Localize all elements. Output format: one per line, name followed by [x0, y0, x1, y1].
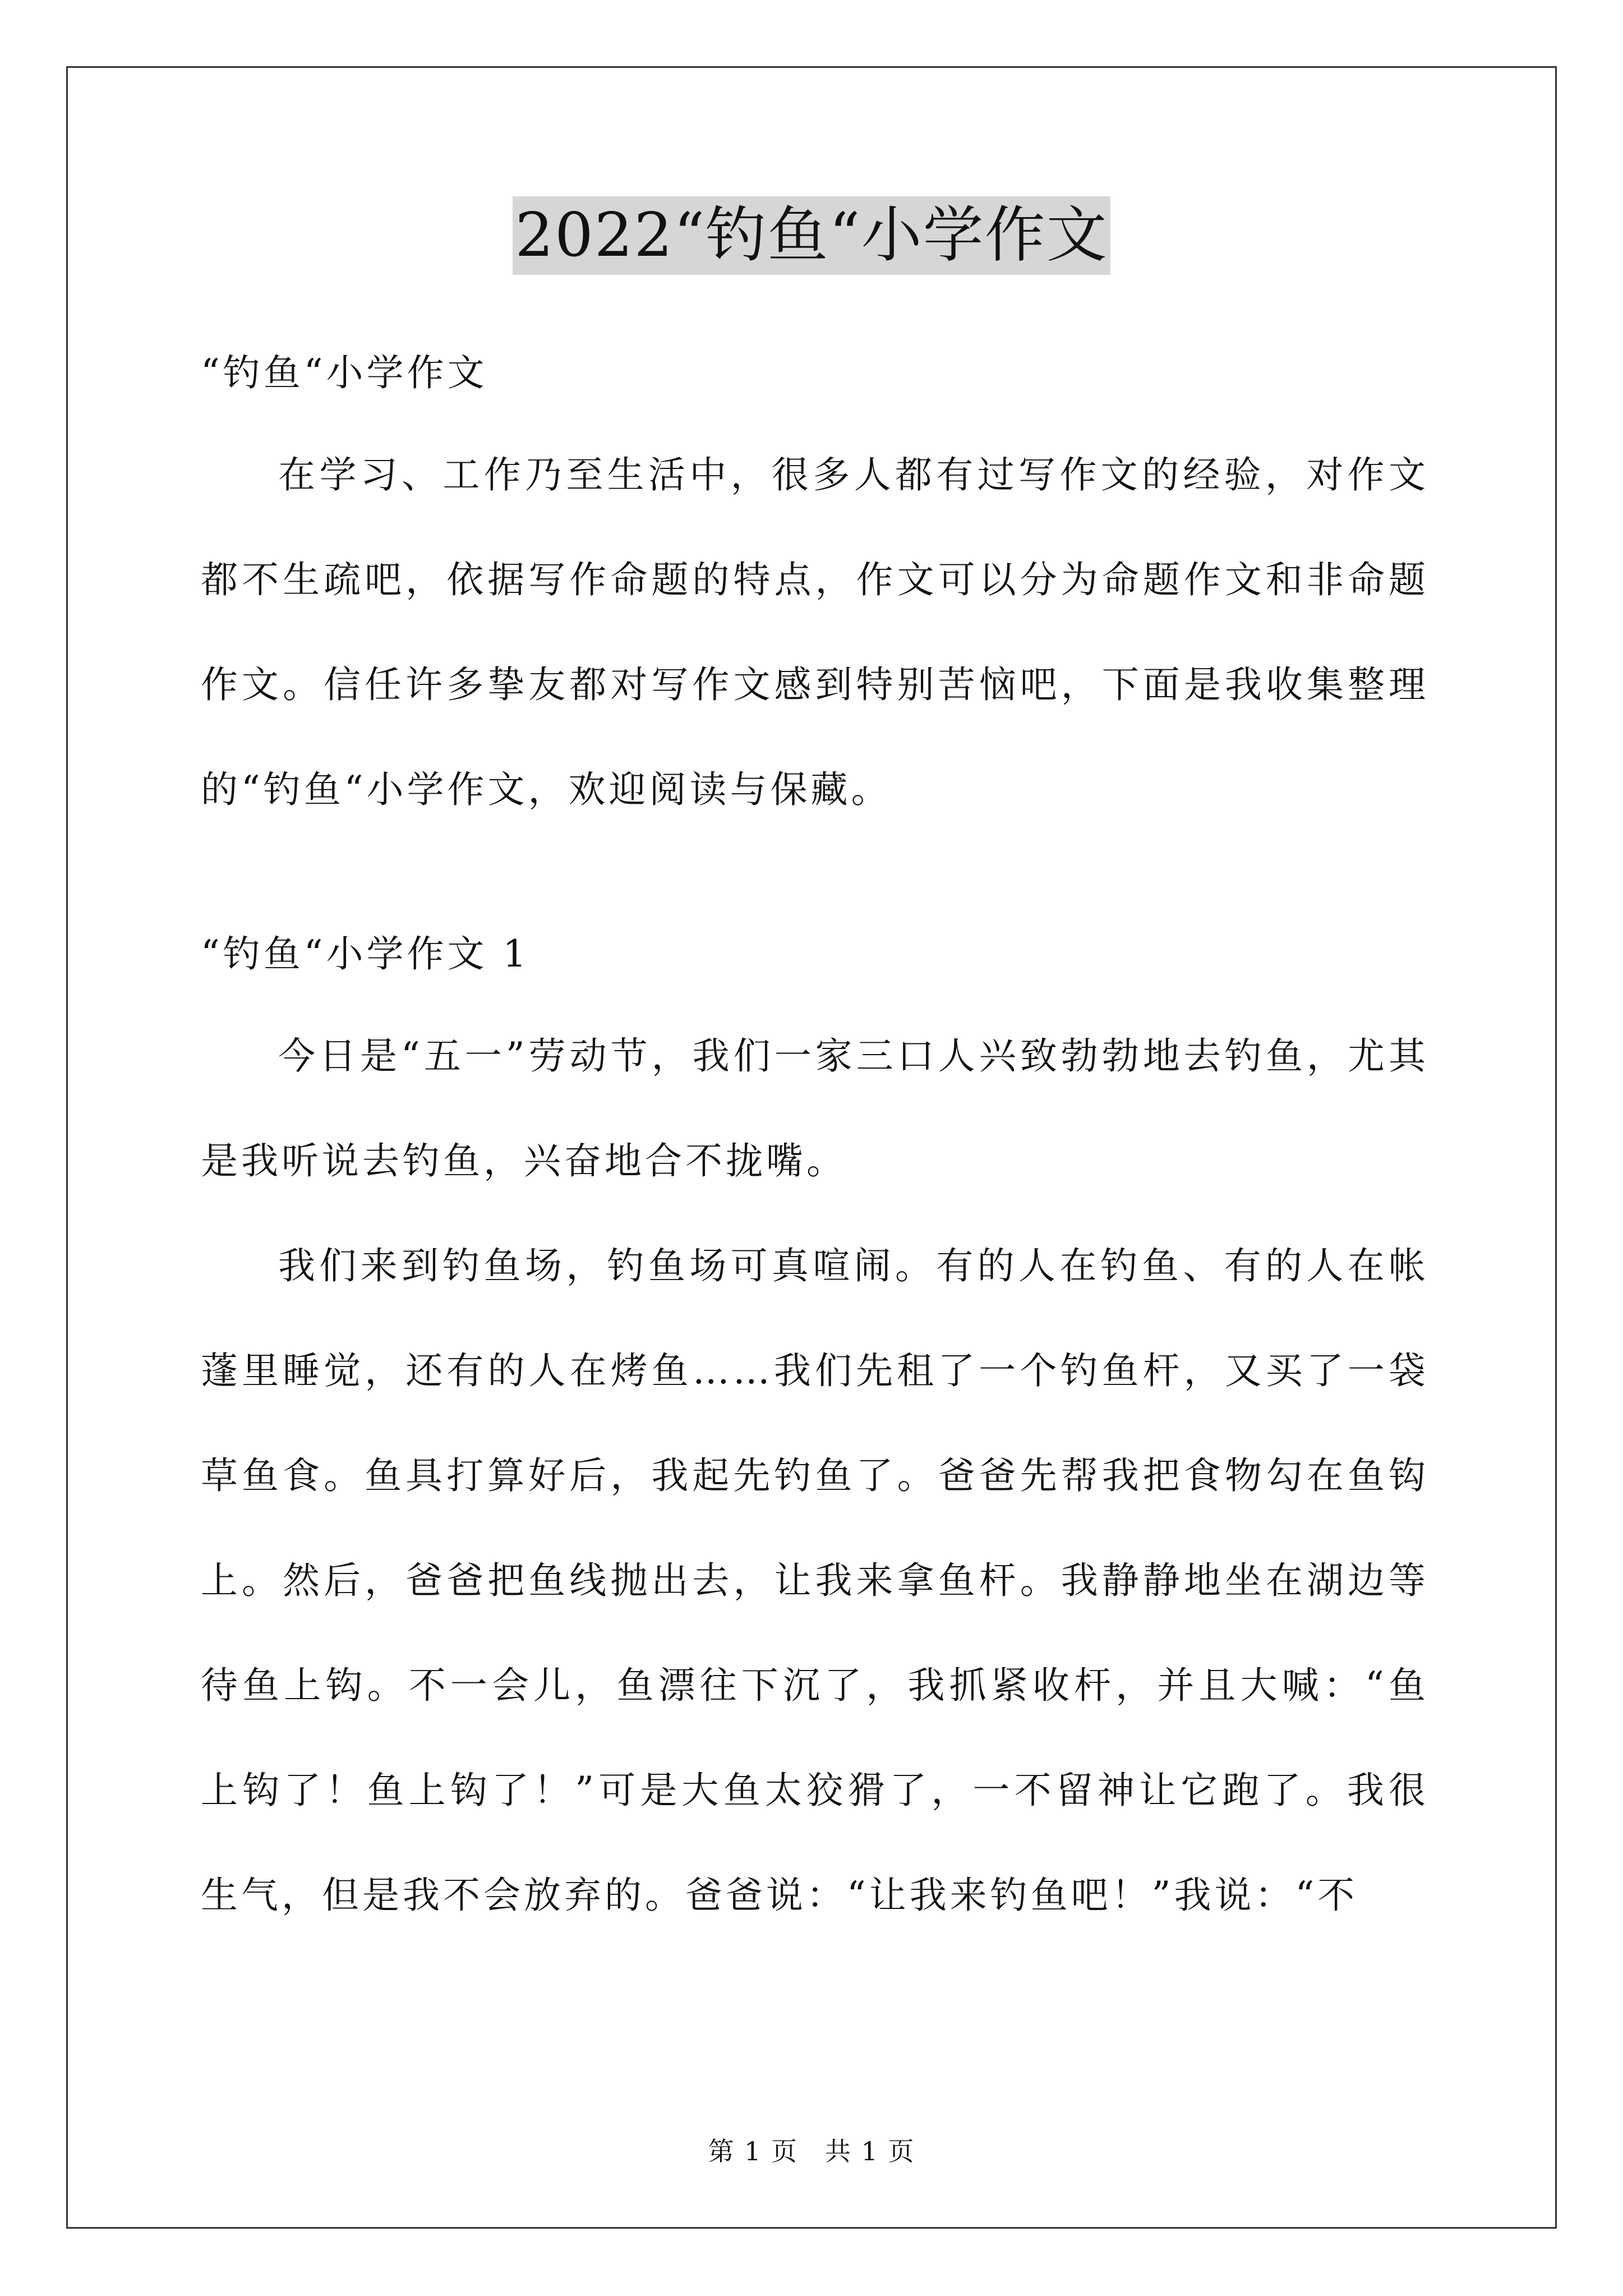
document-title: 2022“钓鱼“小学作文 — [513, 196, 1110, 275]
document-body — [201, 345, 1429, 1948]
essay-paragraph: 我们来到钓鱼场，钓鱼场可真喧闹。有的人在钓鱼、有的人在帐蓬里睡觉，还有的人在烤鱼……我们先租了一个钓鱼杆，又买了一袋草鱼食。鱼具打算好后，我起先钓鱼了。爸爸先帮我把食物勾在鱼钩上。然后，爸爸把鱼线抛出去，让我来拿鱼杆。我静静地坐在湖边等待鱼上钩。不一会儿，鱼漂往下沉了，我抓紧收杆，并且大喊：“鱼上钩了！鱼上钩了！”可是大鱼太狡猾了，一不留神让它跑了。我很生气，但是我不会放弃的。爸爸说：“让我来钓鱼吧！”我说：“不 — [201, 1244, 1429, 1917]
essay-paragraph: 今日是“五一”劳动节，我们一家三口人兴致勃勃地去钓鱼，尤其是我听说去钓鱼，兴奋地合不拢嘴。 — [201, 1034, 1429, 1182]
intro-paragraph: 在学习、工作乃至生活中，很多人都有过写作文的经验，对作文都不生疏吧，依据写作命题的特点，作文可以分为命题作文和非命题作文。信任许多挚友都对写作文感到特别苦恼吧，下面是我收集整理的“钓鱼“小学作文，欢迎阅读与保藏。 — [201, 453, 1429, 811]
section-spacer — [201, 842, 1429, 926]
title-container — [0, 196, 1623, 275]
essay-heading: “钓鱼“小学作文 1 — [201, 932, 530, 976]
intro-heading: “钓鱼“小学作文 — [201, 351, 488, 394]
page-footer: 第 1 页 共 1 页 — [708, 2136, 915, 2166]
